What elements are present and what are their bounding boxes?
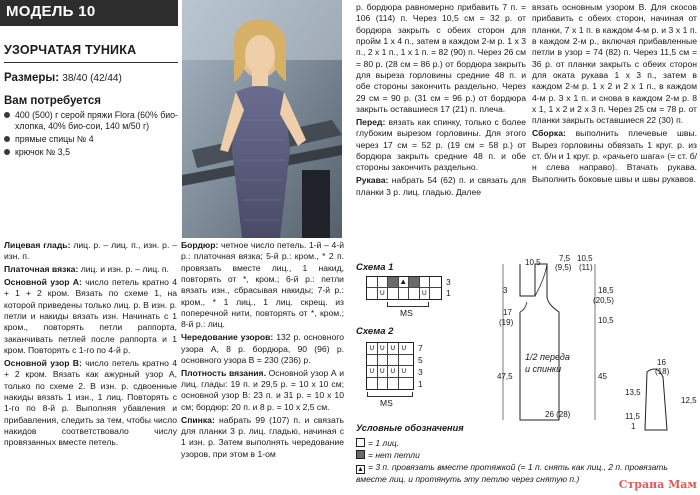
stitch-cell	[409, 277, 420, 287]
legend-title: Условные обозначения	[356, 423, 464, 433]
dimension-label: 11,5	[625, 412, 640, 421]
dimension-label: 10,5	[598, 316, 614, 325]
bullet-icon	[4, 149, 10, 155]
stitch-cell	[399, 355, 410, 365]
schema-1-title: Схема 1	[356, 262, 394, 273]
watermark-logo: Страна Мам	[618, 478, 697, 492]
legend-item: = нет петли	[356, 450, 420, 461]
dimension-label: 16	[657, 358, 666, 367]
instructions-column-4	[532, 2, 697, 187]
bullet-icon	[4, 136, 10, 142]
paragraph: Перед: вязать как спинку, только с более глубоким вырезом горловины. Для этого через 17 см = 52 р. (19 см = 58 р.) от бордюра закрыть средние 48 п. и обе стороны закончить раздельно.	[356, 116, 526, 173]
dimension-label: 3	[503, 286, 508, 295]
garment-pattern	[485, 252, 700, 495]
model-header	[0, 0, 178, 24]
repeat-label: MS	[380, 398, 393, 408]
stitch-cell	[378, 355, 389, 365]
paragraph: р. бордюра равномерно прибавить 7 п. = 106 (114) п. Через 10,5 см = 32 р. от бордюра закрыть с обеих сторон для пройм 1 х 4 п., затем в каждом 2-м р. 1 х 3 п., 2 х 1 п., 1 х 1 п. = 82 (90) п. Через 26 см = 80 р. (28 см = 86 р.) от бордюра закрыть для выреза горловины средние 48 п. и обе стороны закончить раздельно. Через 29 см = 90 р. (31 см = 96 р.) от бордюра закрыть оставшиеся 17 (21) п. плеча.	[356, 2, 526, 115]
stitch-cell	[367, 355, 378, 365]
stitch-cell: ∪	[378, 288, 389, 299]
knit-stitch-icon	[356, 438, 365, 447]
dimension-label: 7,5	[559, 254, 571, 263]
stitch-cell	[378, 277, 389, 287]
instructions-column-1	[4, 240, 177, 450]
model-photo	[182, 0, 342, 238]
bullet-icon	[4, 112, 10, 118]
header-rule	[0, 24, 178, 26]
stitch-cell: ∪	[388, 343, 399, 354]
dimension-label: 13,5	[625, 388, 641, 397]
dimension-label: (9,5)	[555, 263, 572, 272]
no-stitch-icon	[356, 450, 365, 459]
material-item: 400 (500) г серой пряжи Flora (60% био-хлопка, 40% био-сои, 140 м/50 г)	[4, 110, 178, 133]
stitch-cell	[367, 288, 378, 299]
stitch-cell: ∪	[400, 343, 407, 352]
model-title: МОДЕЛЬ 10	[6, 3, 96, 20]
dimension-label: 47,5	[497, 372, 513, 381]
stitch-cell	[409, 288, 420, 299]
row-number: 3	[418, 367, 423, 377]
dimension-label: 10,5	[525, 258, 541, 267]
legend-item: = 1 лиц.	[356, 438, 399, 449]
paragraph: Чередование узоров: 132 р. основного узора А, 8 р. бордюра, 90 (96) р. основного узора В = 230 (236) р.	[181, 332, 344, 365]
stitch-cell	[388, 355, 399, 365]
stitch-cell	[378, 378, 389, 389]
dimension-label: (18)	[655, 367, 670, 376]
pattern-piece-label: и спинки	[525, 364, 562, 374]
row-number: 3	[446, 277, 451, 287]
stitch-cell: ∪	[378, 343, 389, 354]
paragraph: Платочная вязка: лиц. и изн. р. – лиц. п.	[4, 264, 169, 275]
garment-title: УЗОРЧАТАЯ ТУНИКА	[4, 43, 137, 57]
paragraph: Основной узор В: число петель кратно 4 + 2 кром. Вязать как ажурный узор А, только по схеме 2. В изн. р. сдвоенные накиды вязать 1 изн., 1 лиц. Повторять с 1-го по 8-й р. Выполняя убавления и прибавления, следить за тем, чтобы число накидов соответствовало числу провязанных вместе петель.	[4, 357, 178, 448]
dimension-label: 12,5	[681, 396, 697, 405]
dimension-label: (20,5)	[593, 296, 614, 305]
paragraph: вязать основным узором В. Для скосов прибавить с обеих сторон, начиная от планки, 7 х 1 п. в каждом 4-м р. и 3 х 1 п. в каждом 2-м р., включая прибавленные петли в узор = 74 (82) п. Через 11,5 см = 36 р. от планки закрыть с обеих сторон для оката рукава 1 х 3 п., затем в каждом 2-м р. 1 х 2 и 2 х 1 п., в каждом 4-м р. 3 х 1 п. и снова в каждом 2-м р. 8 х 1, 1 х 2 и 2 х 3 п. Через 25 см = 78 р. от планки закрыть оставшиеся 22 (30) п.	[532, 2, 697, 126]
row-number: 1	[446, 288, 451, 298]
decrease-stitch-icon: ▲	[357, 466, 364, 473]
dimension-label: 17	[503, 308, 512, 317]
sizes-label: Размеры:	[4, 71, 60, 84]
dimension-label: 10,5	[577, 254, 593, 263]
schema-2-grid	[366, 342, 414, 390]
stitch-cell	[367, 378, 378, 389]
stitch-cell: ∪	[367, 366, 378, 377]
photo-illustration	[182, 0, 342, 238]
repeat-bracket	[387, 302, 429, 307]
repeat-label: MS	[400, 308, 413, 318]
stitch-cell	[420, 277, 431, 287]
paragraph: Сборка: выполнить плечевые швы. Вырез горловины обвязать 1 круг. р. из ст. б/н и 1 круг. р. «рачьего шага» (= ст. б/н слева направо). Втачать рукава. Выполнить боковые швы и швы рукавов.	[532, 128, 697, 184]
stitch-cell: ▲	[399, 276, 408, 286]
repeat-bracket	[367, 392, 413, 397]
paragraph: Рукава: набрать 54 (62) п. и связать для планки 3 р. лиц. гладью. Далее	[356, 175, 526, 197]
legend-item: ▲ = 3 п. провязать вместе протяжкой (= 1 п. снять как лиц., 2 п. провязать вместе лиц. и протянуть эту петлю через снятую п.)	[356, 462, 668, 484]
materials-heading: Вам потребуется	[4, 94, 102, 107]
row-number: 1	[418, 379, 423, 389]
title-divider	[4, 62, 178, 63]
stitch-cell: ∪	[367, 343, 378, 354]
sizes-value: 38/40 (42/44)	[62, 72, 122, 84]
stitch-cell	[388, 378, 399, 389]
dimension-label: 26 (28)	[545, 410, 571, 419]
instructions-column-2	[181, 240, 344, 462]
paragraph: Основной узор А: число петель кратно 4 + 1 + 2 кром. Вязать по схеме 1, на которой приведены только лиц. р. В изн. р. петли и накиды вязать изн. Начинать с 1 кром., повторять петли раппорта, заканчивать петлей после раппорта и 1 кром. Повторять с 1-го по 4-й р.	[4, 277, 178, 356]
dimension-label: (19)	[499, 318, 514, 327]
dimension-label: (11)	[579, 263, 593, 272]
row-number: 5	[418, 355, 423, 365]
stitch-cell	[367, 277, 378, 287]
stitch-cell: ∪	[378, 366, 389, 377]
sizes-line	[4, 71, 178, 86]
paragraph: Бордюр: четное число петель. 1-й – 4-й р.: платочная вязка; 5-й р.: кром., * 2 п. провязать вместе лиц., 1 накид, повторять от *, кром.; 6-й р.: петли вязать изн., сбрасывая накиды; 7-й р.: кром., * 1 лиц., 1 лиц. скрещ. из поперечной нити, повторять от *, кром.; 8-й р.: лиц.	[181, 240, 344, 330]
paragraph: Спинка: набрать 99 (107) п. и связать для планки 3 р. лиц. гладью, начиная с 1 изн. р. Затем выполнять чередование узоров, при этом в 1-ом	[181, 414, 344, 459]
stitch-cell: ∪	[388, 366, 399, 377]
stitch-cell: ∪	[420, 288, 431, 299]
schema-1-grid	[366, 276, 442, 300]
title-card	[4, 42, 178, 238]
stitch-cell: ∪	[400, 366, 407, 376]
paragraph: Плотность вязания. Основной узор А и лиц. глады: 19 п. и 29,5 р. = 10 х 10 см; основной узор В: 23 п. и 31 р. = 10 х 10 см; бордюр: 20 п. и 8 р. = 10 х 2,5 см.	[181, 367, 344, 412]
pattern-piece-label: 1/2 переда	[525, 352, 570, 362]
instructions-column-3	[356, 2, 526, 199]
stitch-cell	[388, 277, 399, 287]
row-number: 7	[418, 343, 423, 353]
paragraph: Лицевая гладь: лиц. р. – лиц. п., изн. р. – изн. п.	[4, 240, 177, 262]
schema-2-title: Схема 2	[356, 326, 394, 337]
stitch-cell	[399, 288, 410, 299]
stitch-cell	[388, 288, 399, 299]
material-item: крючок № 3,5	[4, 147, 178, 159]
pattern-outline	[485, 252, 700, 437]
dimension-label: 45	[598, 372, 607, 381]
dimension-label: 18,5	[598, 286, 614, 295]
material-item: прямые спицы № 4	[4, 134, 178, 146]
stitch-cell	[430, 277, 441, 287]
dimension-label: 1	[631, 422, 636, 431]
stitch-cell	[430, 288, 441, 299]
stitch-cell	[399, 378, 410, 389]
